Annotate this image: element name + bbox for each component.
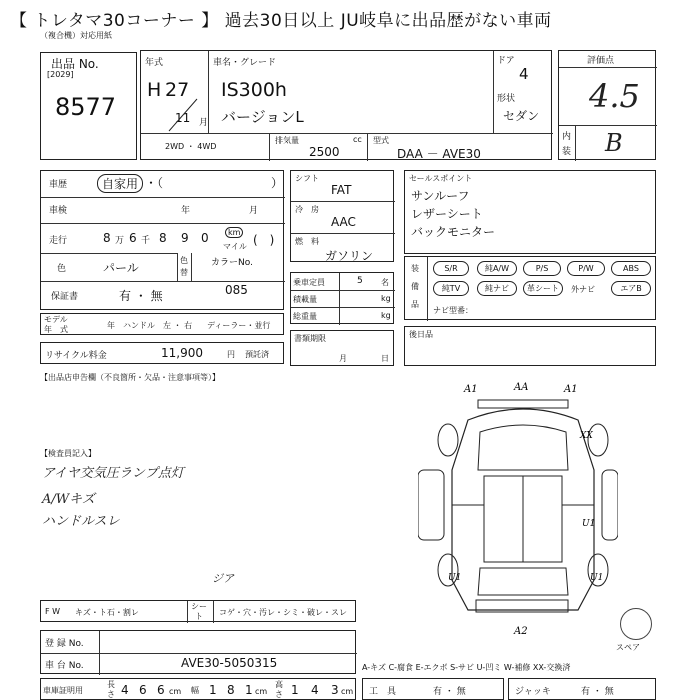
cooler-label: 冷 房 [295,205,319,214]
year-month-unit: 月 [199,118,209,128]
color-value: パール [103,261,139,275]
door-label: ドア [497,56,515,66]
cert-len-l1: 長 [107,680,115,689]
model-name: IS300h [221,79,287,101]
equip-label-2: 備 [411,282,419,291]
inspection-label: 車検 [49,206,68,216]
sales-item-3: バックモニター [411,225,496,239]
lot-code: [2029] [47,70,74,79]
type-value: DAA － AVE30 [397,147,481,161]
cert-hgt-unit: cm [341,687,354,696]
garage-cert-box [40,678,356,700]
vehicle-details-box [40,170,284,310]
interior-label-1: 内 [562,132,572,142]
fw-seat-text: コゲ・穴・汚レ・シミ・破レ・スレ [219,608,347,617]
equip-ps: P/S [523,261,561,276]
recycle-value: 11,900 [161,346,203,360]
model-year-handle: ハンドル 左 ・ 右 [123,321,193,330]
color-no-label: カラーNo. [211,258,253,268]
recycle-label: リサイクル料金 [45,351,107,361]
equip-navi-label: ナビ型番： [433,306,473,315]
recycle-box [40,342,284,364]
recycle-unit: 円 [227,350,235,359]
postnote-label: 後日品 [409,330,433,339]
mileage-sen: 6 [129,231,137,245]
cert-hgt-l1: 高 [275,680,283,689]
diagram-mark-a2: A2 [514,626,528,637]
load-unit: kg [381,294,391,303]
model-year-unit: 年 [107,321,115,330]
cert-hgt-d3: 3 [331,683,339,697]
sales-item-2: レザーシート [411,207,483,221]
spare-icon [620,608,652,640]
color-no-value: 085 [225,283,248,297]
cert-len-d3: 6 [157,683,165,697]
year-month: 11 [175,111,191,125]
diagram-mark-a1-left: A1 [464,384,478,395]
engine-label: 排気量 [275,136,299,145]
cert-wid-d1: 1 [209,683,217,697]
load-label: 積載量 [293,295,317,304]
spare-label: スペア [616,643,640,652]
diagram-mark-u1-right: U1 [582,519,596,529]
interior-label-2: 装 [562,147,572,157]
tools-options: 有 ・ 無 [433,687,466,697]
sales-label: セールスポイント [409,174,473,183]
interior-value: B [605,129,623,157]
warranty-label: 保証書 [51,292,79,302]
inspector-label: 【検査員記入】 [40,449,96,458]
equip-aw: 純A/W [477,261,517,276]
warranty-options: 有 ・ 無 [119,289,163,303]
car-diagram [418,380,618,640]
score-label: 評価点 [587,56,615,66]
inspection-year: 年 [181,206,191,216]
equipment-box [404,256,656,320]
capacity-value: 5 [357,276,363,286]
header-title: 【 トレタマ30コーナー 】 過去30日以上 JU岐阜に出品歴がない車両 [10,11,552,31]
docs-box [290,330,394,366]
gross-label: 総重量 [293,312,317,321]
cert-len-l2: さ [107,690,115,699]
model-grade: バージョンL [221,108,304,126]
diagram-mark-xx: XX [580,431,593,441]
year-era: H [147,79,162,101]
fw-text: キズ・ト石・割レ [75,608,139,617]
mileage-paren: ( ) [253,233,275,247]
capacity-box [290,272,394,324]
mileage-digit-2: 9 [181,231,189,245]
lot-label: 出品 No. [51,57,99,71]
inspector-line-3: ハンドルスレ [42,514,120,529]
year-slash [163,95,203,135]
mileage-unit-mile: マイル [223,242,247,251]
cert-wid-d3: 1 [245,683,253,697]
diagram-mark-aa: AA [514,382,529,393]
shift-value: FAT [331,183,352,197]
cert-wid-d2: 8 [227,683,235,697]
year-number: 27 [165,79,190,101]
door-value: 4 [519,65,529,83]
tools-label: 工 具 [369,687,397,697]
color-label: 色 [57,264,67,274]
model-year-label-2: 年 式 [44,325,68,334]
mileage-sen-unit: 千 [141,236,151,246]
jack-options: 有 ・ 無 [581,687,614,697]
equip-label-1: 装 [411,264,419,273]
equip-label-3: 品 [411,300,419,309]
fw-label: F W [45,607,61,616]
mileage-label: 走行 [49,236,68,246]
equip-tv: 純TV [433,281,469,296]
shift-label: シフト [295,174,319,183]
equip-leather: 革シート [523,281,563,296]
color-change-2: 替 [180,268,188,277]
engine-value: 2500 [309,145,340,159]
cert-wid-unit: cm [255,687,268,696]
shape-value: セダン [503,109,540,123]
model-label: 車名・グレード [213,58,277,68]
diagram-mark-a1-right: A1 [564,384,578,395]
docs-label: 書類期限 [294,334,326,343]
model-year-dealer: ディーラー・並行 [207,321,271,330]
equip-navi: 純ナビ [477,281,517,296]
diagram-mark-u1-left: U1 [448,573,462,583]
equip-airbag: エアB [611,281,651,296]
inspector-mark: ジア [212,572,234,585]
fuel-label: 燃 料 [295,237,319,246]
inspection-month: 月 [249,206,259,216]
lot-number: 8577 [55,93,117,121]
fuel-value: ガソリン [325,249,374,263]
history-label: 車歴 [49,180,68,190]
mileage-unit-km: km [225,227,243,238]
jack-label: ジャッキ [515,687,551,697]
score-value: 4.5 [589,77,640,115]
cert-wid-l1: 幅 [191,686,199,695]
registration-label: 登 録 No. [45,639,84,649]
fw-box [40,600,356,622]
recycle-note: 預託済 [245,350,269,359]
equip-pw: P/W [567,261,605,276]
chassis-label: 車 台 No. [45,661,84,671]
postnote-box [404,326,656,366]
color-change-1: 色 [180,256,188,265]
type-label: 型式 [373,136,389,145]
cert-hgt-l2: さ [275,690,283,699]
inspector-line-1: アイヤ交気圧ランプ点灯 [42,466,184,481]
history-rest: ・（ ） [145,176,284,190]
top-info-box [140,50,552,160]
equip-ext-navi: 外ナビ [571,285,595,294]
sales-box [404,170,656,254]
mileage-man-unit: 万 [115,236,125,246]
shift-box [290,170,394,262]
inspector-line-2: A/Wキズ [42,492,95,507]
subheader-note: （複合機）対応用紙 [40,31,112,40]
mileage-man: 8 [103,231,111,245]
tools-box [362,678,504,700]
sales-item-1: サンルーフ [411,189,470,203]
applicant-note-label: 【出品店申告欄（不良箇所・欠品・注意事項等）】 [40,373,220,382]
garage-cert-label: 車庫証明用 [43,686,83,695]
fw-seat-2: ト [195,612,203,621]
docs-day: 日 [381,354,389,363]
cert-hgt-d2: 4 [311,683,319,697]
gross-unit: kg [381,311,391,320]
model-year-box [40,313,284,335]
engine-unit: cc [353,135,362,144]
capacity-label: 乗車定員 [293,278,325,287]
jack-box [508,678,656,700]
cert-len-unit: cm [169,687,182,696]
cooler-value: AAC [331,215,356,229]
diagram-mark-u1-right-low: U1 [590,573,604,583]
capacity-unit: 名 [381,278,389,287]
score-box [558,50,656,160]
cert-hgt-d1: 1 [291,683,299,697]
mileage-digit-1: 8 [159,231,167,245]
shape-label: 形状 [497,94,516,104]
equip-sr: S/R [433,261,469,276]
year-label: 年式 [145,58,164,68]
cert-len-d1: 4 [121,683,129,697]
history-value: 自家用 [97,174,143,193]
mileage-digit-3: 0 [201,231,209,245]
fw-seat-1: シー [191,602,207,611]
chassis-value: AVE30-5050315 [181,656,278,670]
drive-text: 2WD ・ 4WD [165,142,217,151]
cert-len-d2: 6 [139,683,147,697]
docs-month: 月 [339,354,347,363]
registration-box [40,630,356,674]
equip-abs: ABS [611,261,651,276]
damage-legend: A-キズ C-腐食 E-エクボ S-サビ U-凹ミ W-補修 XX-交換済 [362,663,571,672]
lot-box [40,52,137,160]
model-year-label-1: モデル [44,315,68,324]
